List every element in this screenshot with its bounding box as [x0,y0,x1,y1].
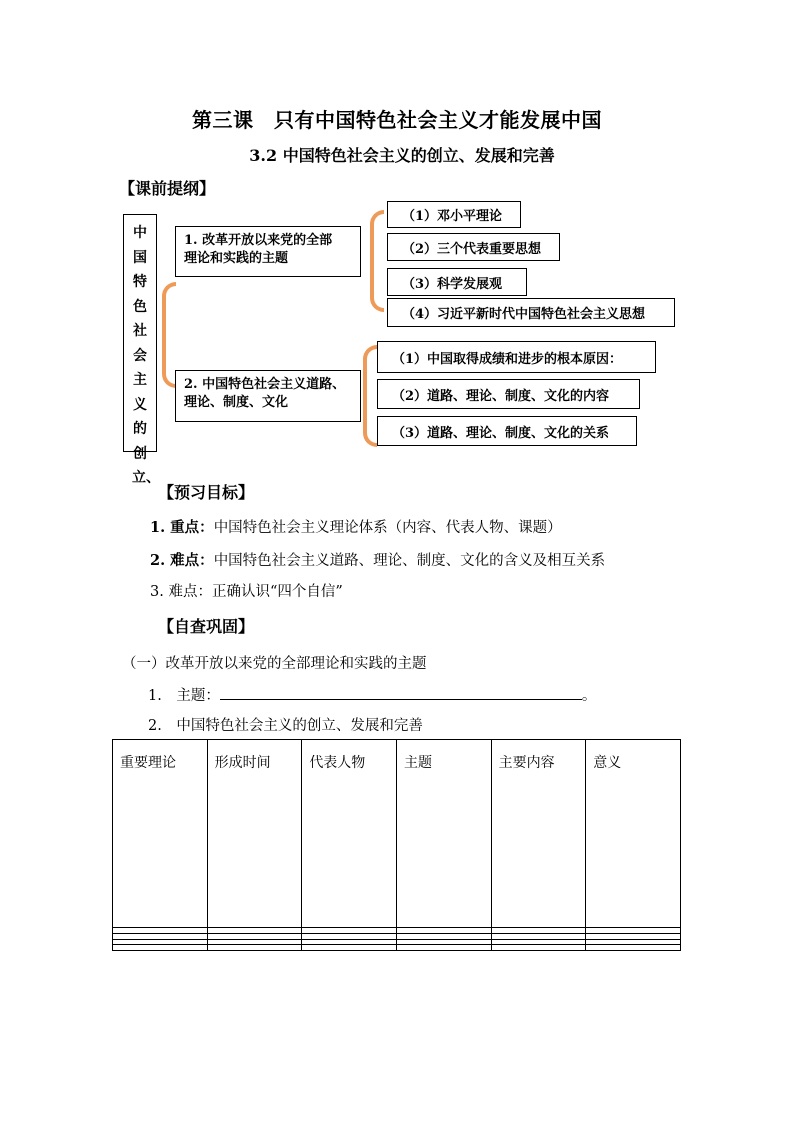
goal-item [150,516,562,537]
root-char: 会 [133,347,147,364]
branch1-label-line1: 1. 改革开放以来党的全部 [184,233,333,248]
table-cell[interactable] [113,945,208,951]
root-char: 国 [133,249,147,266]
root-char: 创 [133,445,147,462]
table-cell[interactable] [491,945,586,951]
root-char: 的 [133,421,147,437]
root-char: 中 [133,225,147,241]
question-2: 2. 中国特色社会主义的创立、发展和完善 [148,718,423,734]
branch2-item: （1）中国取得成绩和进步的根本原因： [377,341,656,373]
branch2-label-line1: 2. 中国特色社会主义道路、 [184,377,346,392]
branch2-bracket [363,345,377,447]
branch1-box [175,226,361,277]
branch1-bracket [370,210,384,312]
root-char: 色 [133,298,147,315]
lesson-title: 第三课 只有中国特色社会主义才能发展中国 [192,108,602,132]
goal-label: 1. 重点： [150,519,214,536]
branch2-box [175,370,361,422]
preview-heading: 【预习目标】 [158,483,255,502]
branch1-label-line2: 理论和实践的主题 [184,251,289,266]
table-cell[interactable] [396,945,491,951]
main-bracket [162,282,176,388]
diagram-root-box [123,214,160,486]
branch1-item: （3）科学发展观 [387,268,527,296]
branch2-item: （3）道路、理论、制度、文化的关系 [377,416,637,446]
table-header-cell: 主要内容 [491,740,586,928]
root-char: 特 [133,274,147,290]
section-subtitle: 3.2 中国特色社会主义的创立、发展和完善 [249,146,555,165]
root-char: 社 [133,323,147,339]
question-1-end: 。 [581,688,597,704]
goal-label: 2. 难点： [150,552,214,569]
goal-text: 正确认识“四个自信” [211,584,343,600]
goal-text: 中国特色社会主义理论体系（内容、代表人物、课题） [213,520,562,536]
goal-item [150,580,343,601]
review-heading: 【自查巩固】 [158,617,255,636]
table-header-cell: 形成时间 [207,740,302,928]
theory-table [112,739,681,951]
answer-blank[interactable] [220,685,582,700]
question-1-label: 1. 主题： [148,688,220,704]
branch1-item: （1）邓小平理论 [387,201,521,228]
table-header-cell: 主题 [396,740,491,928]
table-header-cell: 代表人物 [302,740,397,928]
table-row [113,945,681,951]
branch1-item: （2）三个代表重要思想 [387,233,560,261]
outline-heading: 【课前提纲】 [119,179,216,198]
part-one-heading: （一）改革开放以来党的全部理论和实践的主题 [122,656,427,672]
branch2-label-line2: 理论、制度、文化 [184,395,289,410]
table-header-cell: 意义 [586,740,681,928]
root-char: 立、 [132,470,160,486]
root-char: 义 [133,396,147,413]
branch1-item: （4）习近平新时代中国特色社会主义思想 [387,298,675,327]
goal-item [150,549,605,570]
question-1 [148,684,596,705]
table-cell[interactable] [302,945,397,951]
table-cell[interactable] [586,945,681,951]
table-cell[interactable] [207,945,302,951]
root-char: 主 [133,372,147,388]
table-header-row [113,740,681,928]
goal-label: 3. 难点： [150,584,212,600]
table-header-cell: 重要理论 [113,740,208,928]
goal-text: 中国特色社会主义道路、理论、制度、文化的含义及相互关系 [213,553,606,569]
branch2-item: （2）道路、理论、制度、文化的内容 [377,379,640,409]
